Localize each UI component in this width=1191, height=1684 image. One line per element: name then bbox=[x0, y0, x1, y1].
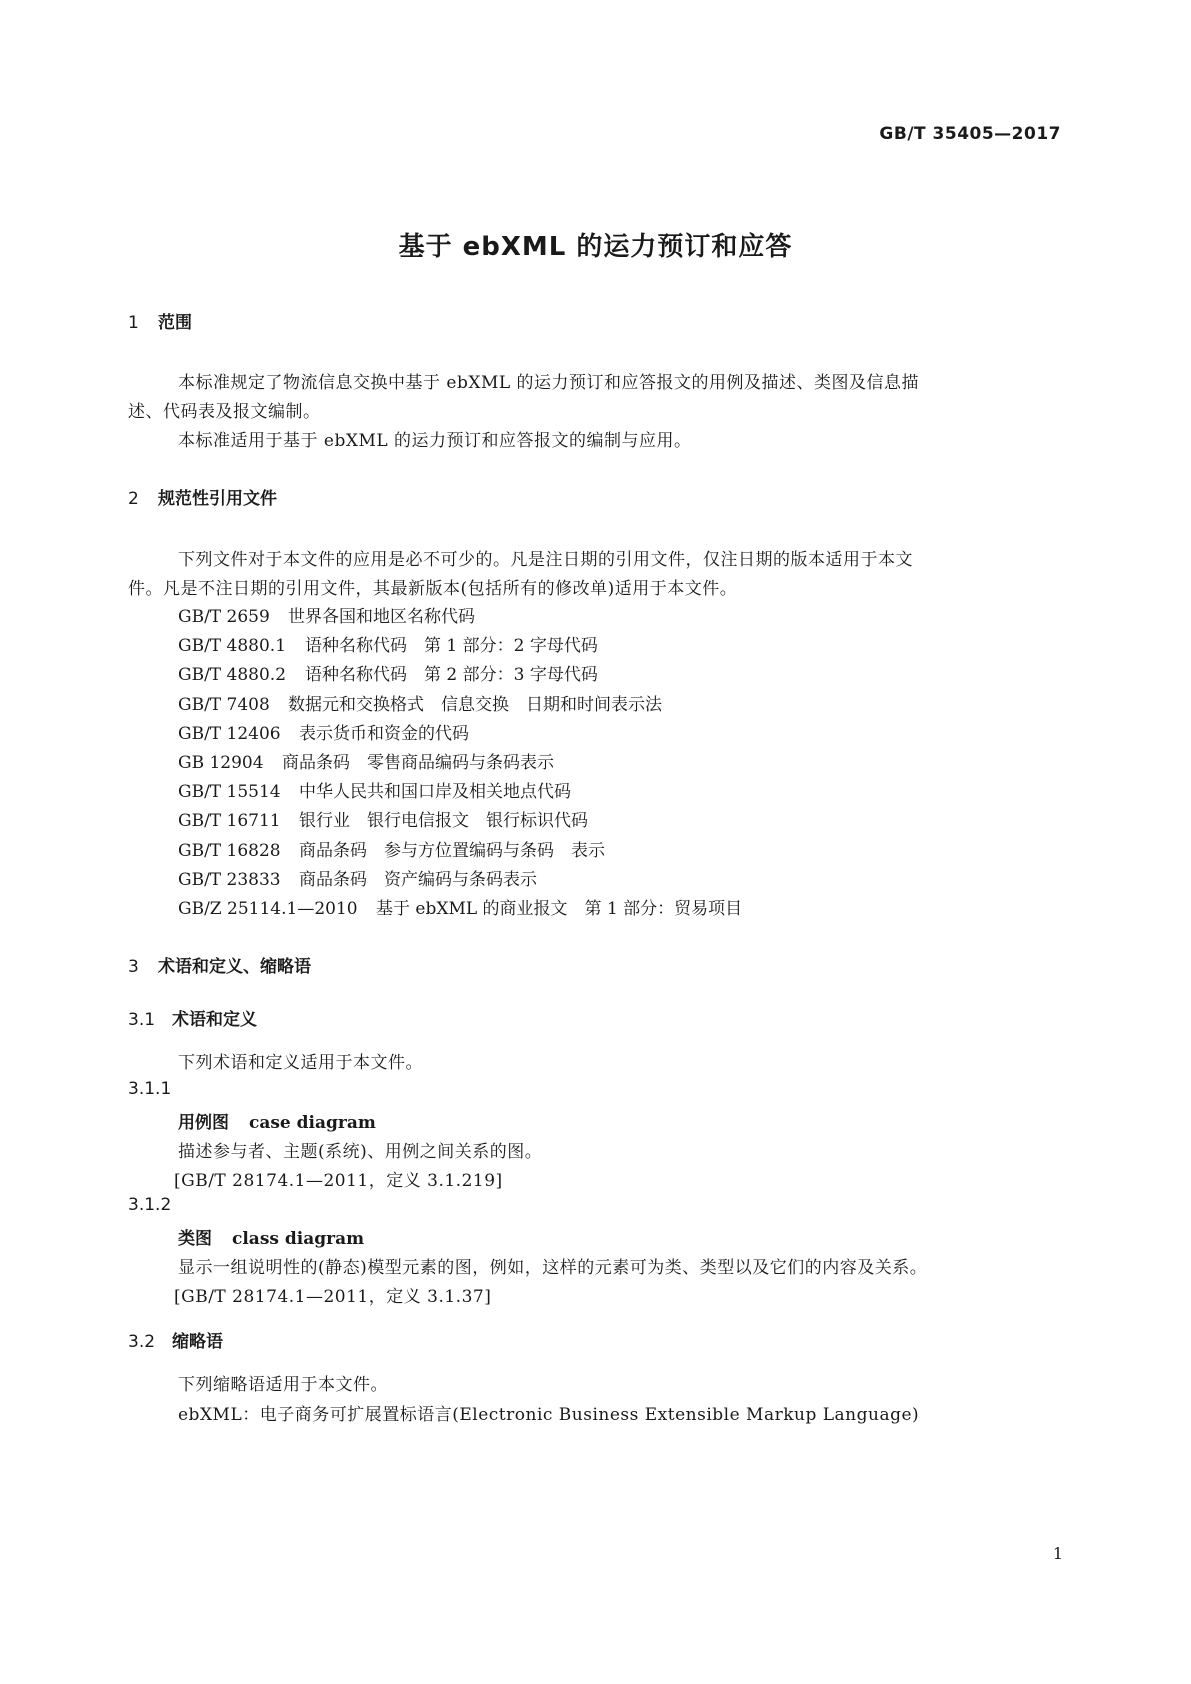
reference-code: GB/T 15514 bbox=[178, 782, 281, 802]
reference-code: GB/T 16711 bbox=[178, 811, 281, 831]
term-definition: 描述参与者、主题(系统)、用例之间关系的图。 bbox=[178, 1142, 543, 1162]
reference-item bbox=[178, 690, 662, 715]
section-title: 规范性引用文件 bbox=[158, 489, 277, 509]
reference-item bbox=[178, 748, 554, 773]
reference-item bbox=[178, 719, 469, 744]
term-source: [GB/T 28174.1—2011，定义 3.1.219] bbox=[174, 1171, 503, 1191]
reference-code: GB/T 23833 bbox=[178, 870, 281, 890]
reference-code: GB 12904 bbox=[178, 753, 264, 773]
term-definition: 显示一组说明性的(静态)模型元素的图，例如，这样的元素可为类、类型以及它们的内容及关系。 bbox=[178, 1258, 928, 1278]
scope-paragraph-line: 本标准规定了物流信息交换中基于 ebXML 的运力预订和应答报文的用例及描述、类图及信息描 bbox=[178, 373, 920, 393]
reference-title: 商品条码 零售商品编码与条码表示 bbox=[282, 753, 554, 773]
term-source: [GB/T 28174.1—2011，定义 3.1.37] bbox=[174, 1287, 492, 1307]
reference-code: GB/Z 25114.1—2010 bbox=[178, 899, 358, 919]
references-intro-line: 下列文件对于本文件的应用是必不可少的。凡是注日期的引用文件，仅注日期的版本适用于本文 bbox=[178, 550, 913, 570]
reference-item bbox=[178, 660, 598, 685]
reference-item bbox=[178, 865, 537, 890]
subsection-3-1-heading bbox=[128, 1005, 257, 1030]
reference-title: 商品条码 参与方位置编码与条码 表示 bbox=[299, 841, 605, 861]
subsection-number: 3.2 bbox=[128, 1332, 156, 1352]
section-title: 范围 bbox=[158, 313, 192, 333]
reference-title: 商品条码 资产编码与条码表示 bbox=[299, 870, 537, 890]
reference-item bbox=[178, 602, 475, 627]
reference-item bbox=[178, 806, 588, 831]
references-intro-line: 件。凡是不注日期的引用文件，其最新版本(包括所有的修改单)适用于本文件。 bbox=[128, 579, 738, 599]
term-name-en: case diagram bbox=[249, 1113, 376, 1133]
section-2-heading bbox=[128, 484, 277, 509]
reference-code: GB/T 2659 bbox=[178, 607, 270, 627]
reference-title: 基于 ebXML 的商业报文 第 1 部分：贸易项目 bbox=[376, 899, 743, 919]
term-number: 3.1.1 bbox=[128, 1079, 172, 1099]
reference-title: 世界各国和地区名称代码 bbox=[288, 607, 475, 627]
section-title: 术语和定义、缩略语 bbox=[158, 957, 311, 977]
section-number: 2 bbox=[128, 489, 139, 509]
reference-code: GB/T 4880.2 bbox=[178, 665, 287, 685]
scope-paragraph: 本标准适用于基于 ebXML 的运力预订和应答报文的编制与应用。 bbox=[178, 431, 692, 451]
reference-title: 中华人民共和国口岸及相关地点代码 bbox=[299, 782, 571, 802]
scope-paragraph-line: 述、代码表及报文编制。 bbox=[128, 402, 321, 422]
section-1-heading bbox=[128, 308, 192, 333]
abbreviations-intro: 下列缩略语适用于本文件。 bbox=[178, 1375, 388, 1395]
reference-item bbox=[178, 836, 605, 861]
reference-title: 数据元和交换格式 信息交换 日期和时间表示法 bbox=[288, 695, 662, 715]
section-number: 1 bbox=[128, 313, 139, 333]
reference-title: 语种名称代码 第 2 部分：3 字母代码 bbox=[305, 665, 598, 685]
subsection-3-2-heading bbox=[128, 1327, 223, 1352]
term-name-zh: 类图 bbox=[178, 1229, 212, 1249]
subsection-title: 缩略语 bbox=[172, 1332, 223, 1352]
reference-item bbox=[178, 631, 598, 656]
document-title: 基于 ebXML 的运力预订和应答 bbox=[398, 232, 793, 262]
term-number: 3.1.2 bbox=[128, 1195, 172, 1215]
reference-item bbox=[178, 894, 742, 919]
standard-code: GB/T 35405—2017 bbox=[879, 124, 1061, 144]
reference-item bbox=[178, 777, 571, 802]
reference-code: GB/T 7408 bbox=[178, 695, 270, 715]
term-entry bbox=[178, 1224, 364, 1249]
terms-intro: 下列术语和定义适用于本文件。 bbox=[178, 1053, 423, 1073]
reference-title: 语种名称代码 第 1 部分：2 字母代码 bbox=[305, 636, 598, 656]
reference-code: GB/T 4880.1 bbox=[178, 636, 287, 656]
page-number: 1 bbox=[1052, 1544, 1063, 1563]
section-3-heading bbox=[128, 952, 311, 977]
reference-title: 表示货币和资金的代码 bbox=[299, 724, 469, 744]
term-name-zh: 用例图 bbox=[178, 1113, 229, 1133]
abbreviation-entry: ebXML：电子商务可扩展置标语言(Electronic Business Extensible Markup Language) bbox=[178, 1405, 920, 1425]
term-name-en: class diagram bbox=[232, 1229, 365, 1249]
section-number: 3 bbox=[128, 957, 139, 977]
term-entry bbox=[178, 1108, 376, 1133]
reference-code: GB/T 16828 bbox=[178, 841, 281, 861]
reference-title: 银行业 银行电信报文 银行标识代码 bbox=[299, 811, 588, 831]
subsection-title: 术语和定义 bbox=[172, 1010, 257, 1030]
reference-code: GB/T 12406 bbox=[178, 724, 281, 744]
subsection-number: 3.1 bbox=[128, 1010, 156, 1030]
